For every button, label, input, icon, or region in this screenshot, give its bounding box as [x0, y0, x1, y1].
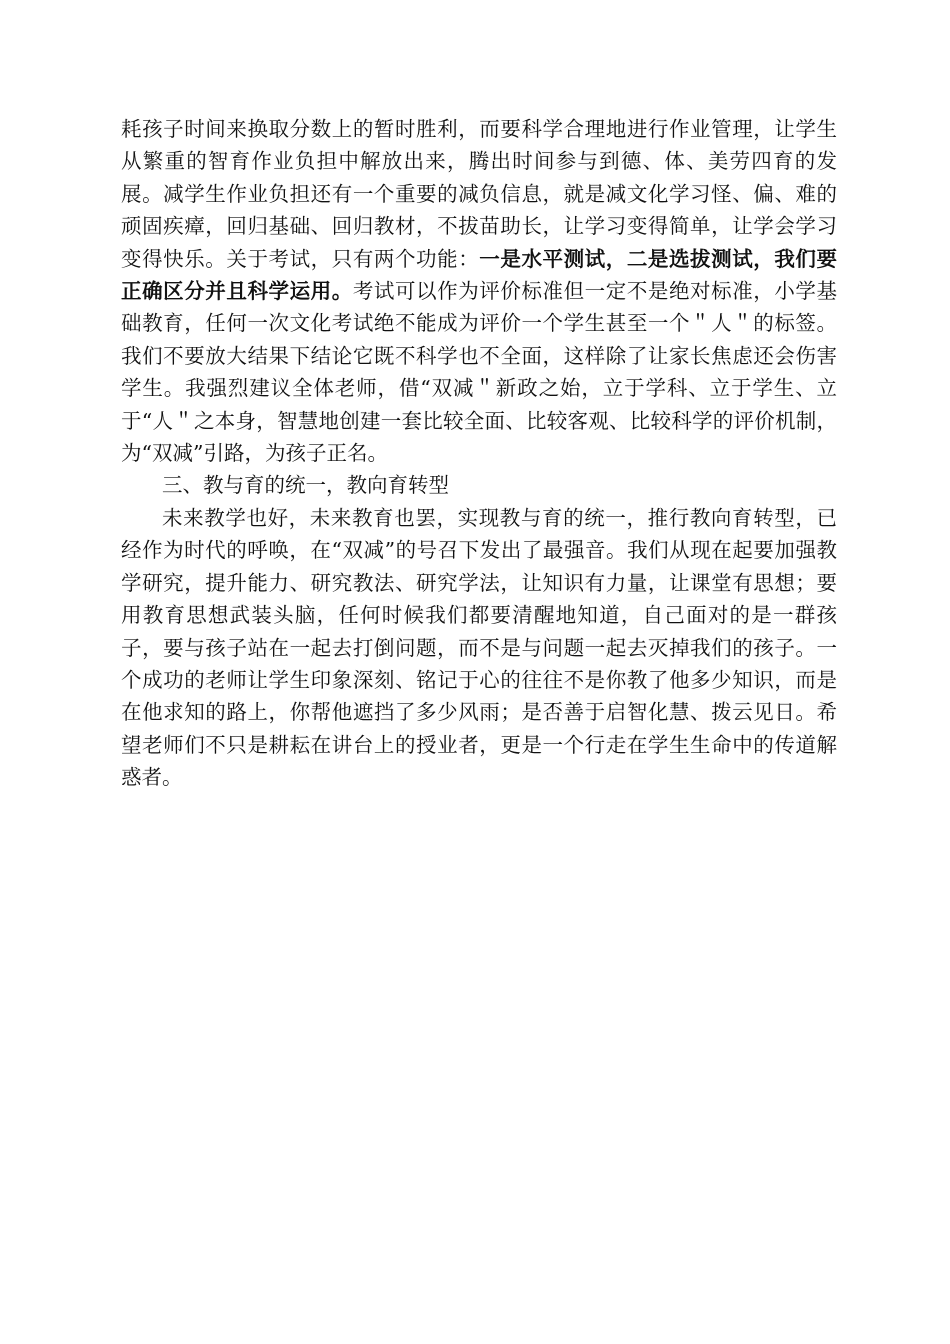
section-heading: 三、教与育的统一，教向育转型 [162, 473, 449, 498]
bold-emphasis-text: 一是水平测试，二是选拔测试，我们要正确区分并且科学运用。 [121, 246, 838, 304]
body-paragraph-2: 未来教学也好，未来教育也罢，实现教与育的统一，推行教向育转型，已经作为时代的呼唤，在“双减”的号召下发出了最强音。我们从现在起要加强教学研究，提升能力、研究教法、研究学法，让知识有力量，让课堂有思想；要用教育思想武装头脑，任何时候我们都要清醒地知道，自己面对的是一群孩子，要与孩子站在一起去打倒问题，而不是与问题一起去灭掉我们的孩子。一个成功的老师让学生印象深刻、铭记于心的往往不是你教了他多少知识，而是在他求知的路上，你帮他遮挡了多少风雨；是否善于启智化慧、拨云见日。希望老师们不只是耕耘在讲台上的授业者，更是一个行走在学生生命中的传道解惑者。 [121, 505, 837, 790]
body-paragraph [121, 113, 837, 469]
paragraph-text-continued: 考试可以作为评价标准但一定不是绝对标准，小学基础教育，任何一次文化考试绝不能成为评价一个学生甚至一个＂人＂的标签。我们不要放大结果下结论它既不科学也不全面，这样除了让家长焦虑还会伤害学生。我强烈建议全体老师，借“双减＂新政之始，立于学科、立于学生、立于“人＂之本身，智慧地创建一套比较全面、比较客观、比较科学的评价机制，为“双减”引路，为孩子正名。 [121, 279, 838, 466]
document-page [121, 113, 837, 794]
paragraph-text: 耗孩子时间来换取分数上的暂时胜利，而要科学合理地进行作业管理，让学生从繁重的智育作业负担中解放出来，腾出时间参与到德、体、美劳四育的发展。减学生作业负担还有一个重要的减负信息，就是减文化学习怪、偏、难的顽固疾瘴，回归基础、回归教材，不拔苗助长，让学习变得简单，让学会学习变得快乐。关于考试，只有两个功能： [121, 117, 837, 271]
